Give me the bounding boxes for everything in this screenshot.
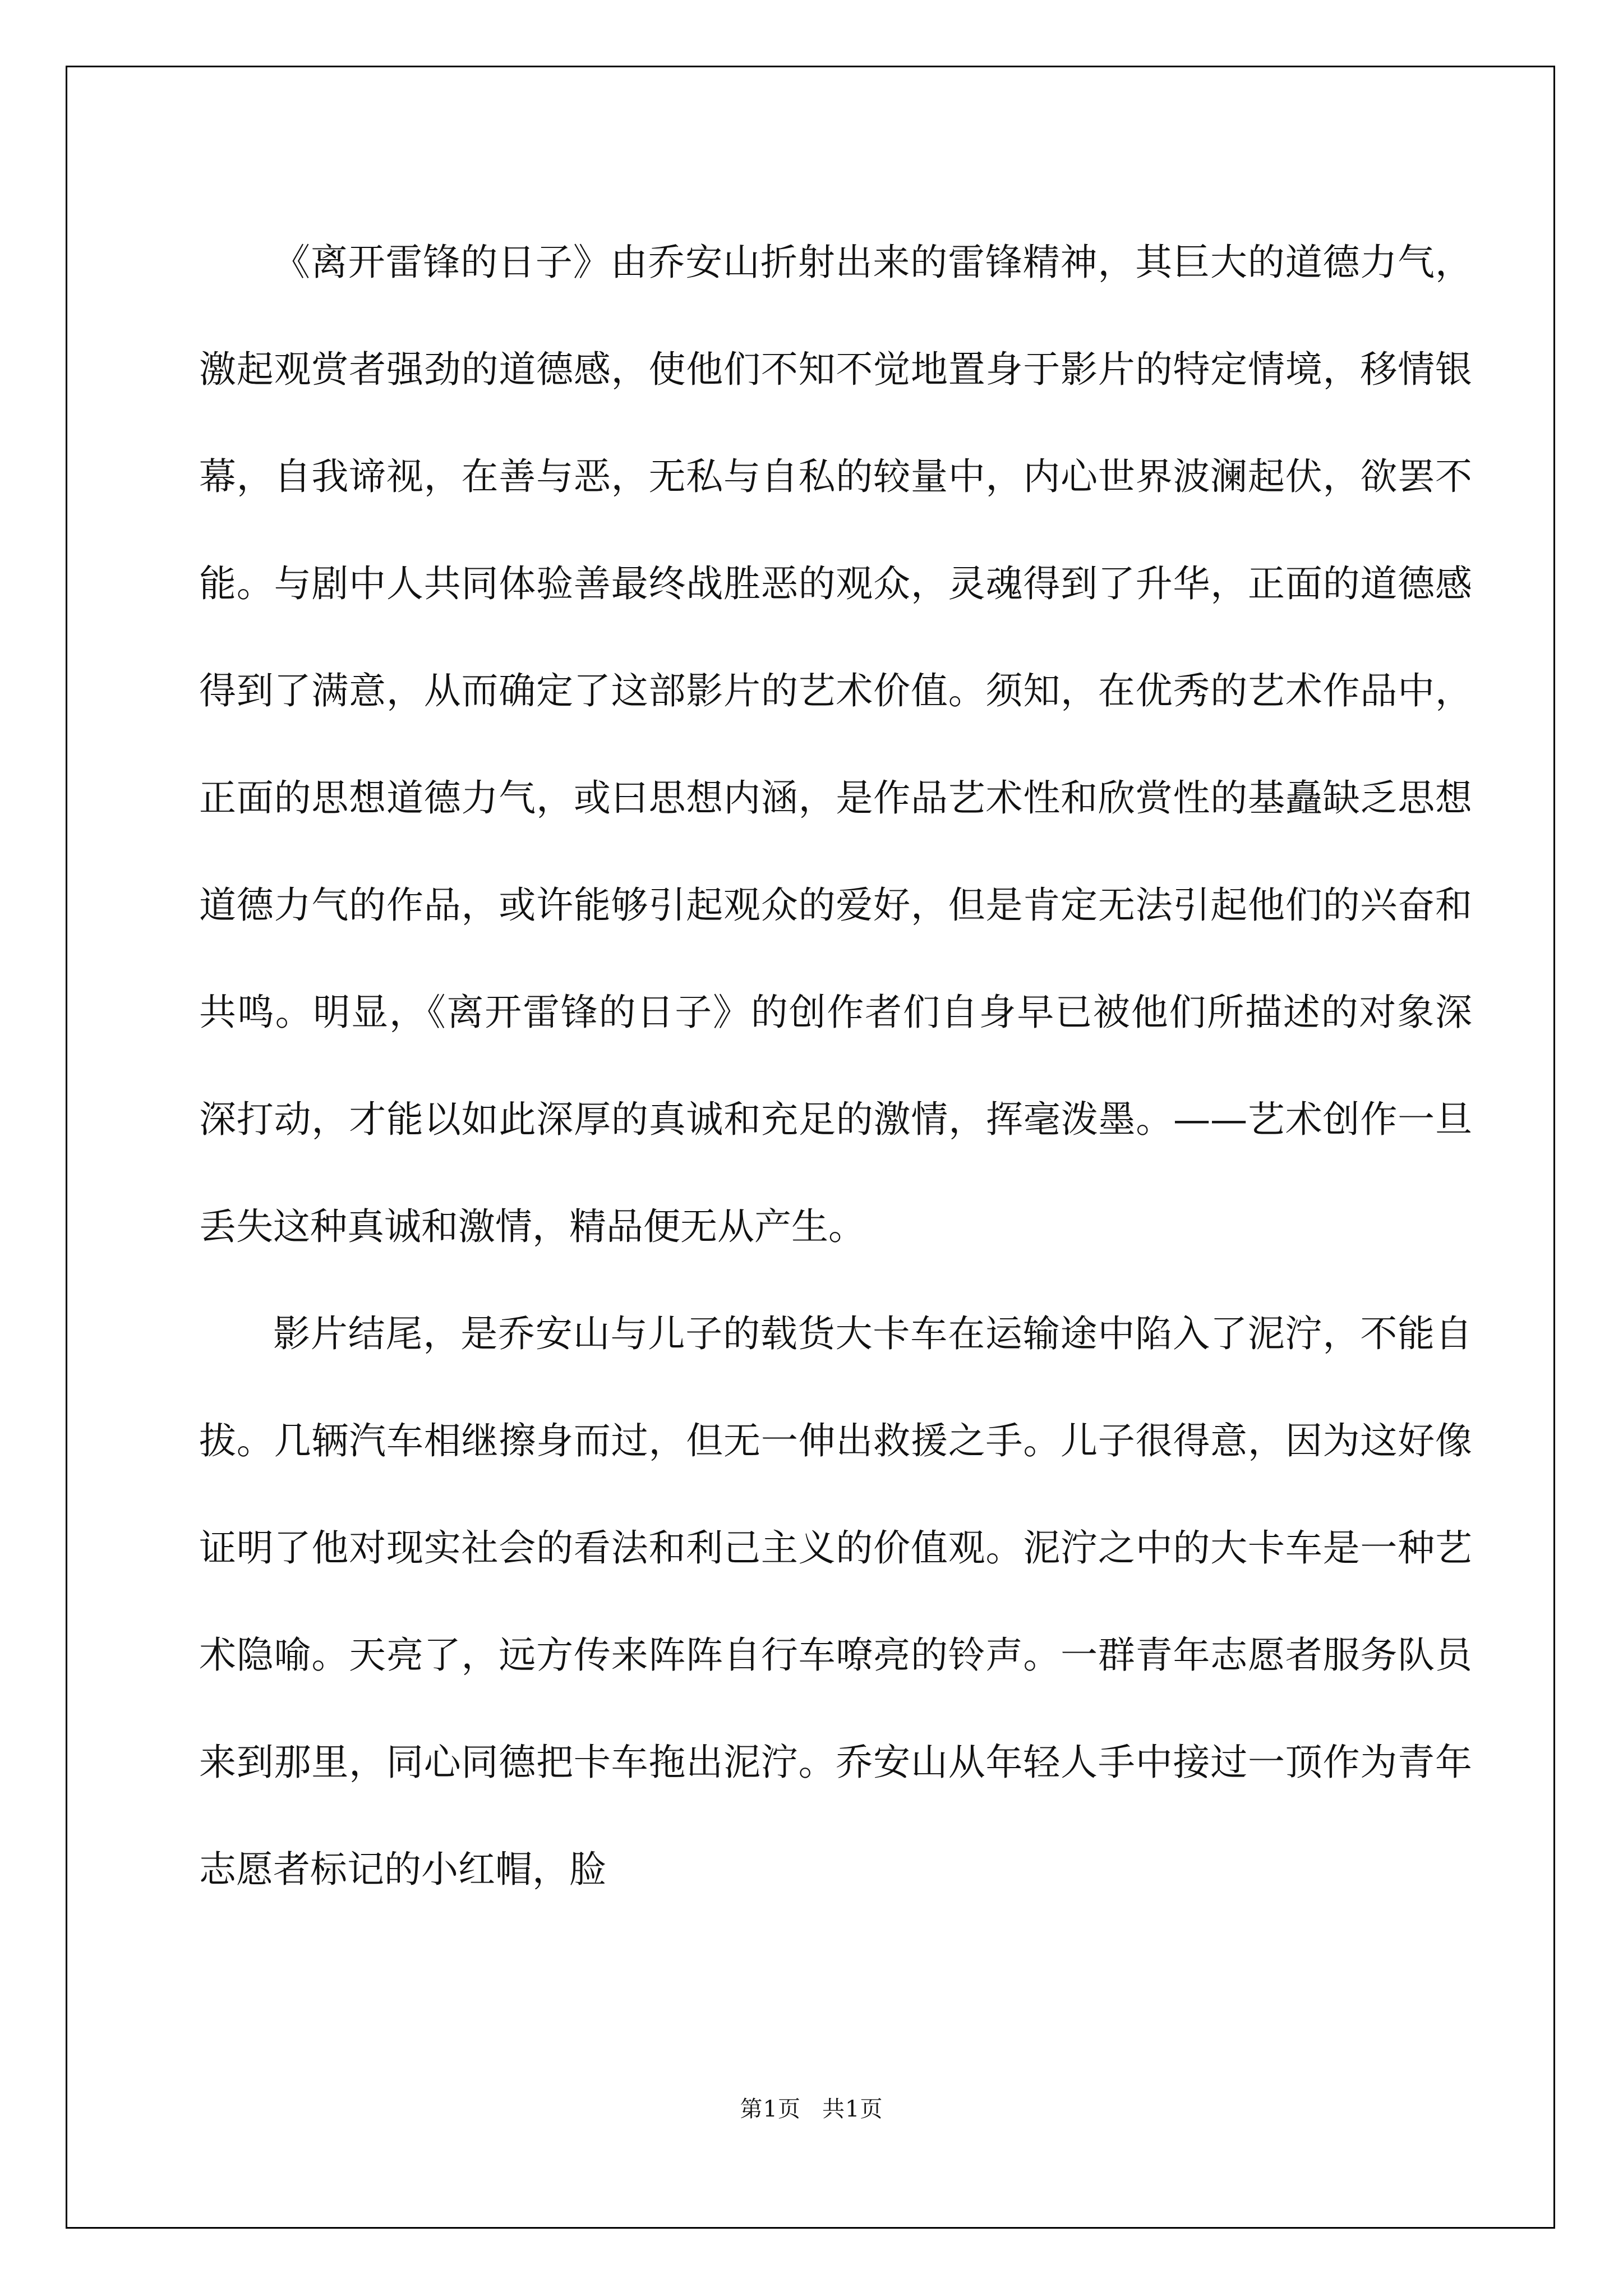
page-footer xyxy=(0,2091,1623,2123)
page-number: 第1页 xyxy=(740,2096,801,2122)
page-total: 共1页 xyxy=(822,2096,883,2122)
paragraph-1: 《离开雷锋的日子》由乔安山折射出来的雷锋精神，其巨大的道德力气，激起观赏者强劲的道德感，使他们不知不觉地置身于影片的特定情境，移情银幕，自我谛视，在善与恶，无私与自私的较量中，内心世界波澜起伏，欲罢不能。与剧中人共同体验善最终战胜恶的观众，灵魂得到了升华，正面的道德感得到了满意，从而确定了这部影片的艺术价值。须知，在优秀的艺术作品中，正面的思想道德力气，或曰思想内涵，是作品艺术性和欣赏性的基矗缺乏思想道德力气的作品，或许能够引起观众的爱好，但是肯定无法引起他们的兴奋和共鸣。明显，《离开雷锋的日子》的创作者们自身早已被他们所描述的对象深深打动，才能以如此深厚的真诚和充足的激情，挥毫泼墨。——艺术创作一旦丢失这种真诚和激情，精品便无从产生。 xyxy=(199,241,1472,1248)
paragraph-2: 影片结尾，是乔安山与儿子的载货大卡车在运输途中陷入了泥泞，不能自拔。几辆汽车相继擦身而过，但无一伸出救援之手。儿子很得意，因为这好像证明了他对现实社会的看法和利己主义的价值观。泥泞之中的大卡车是一种艺术隐喻。天亮了，远方传来阵阵自行车嘹亮的铃声。一群青年志愿者服务队员来到那里，同心同德把卡车拖出泥泞。乔安山从年轻人手中接过一顶作为青年志愿者标记的小红帽，脸 xyxy=(199,1312,1472,1891)
document-body xyxy=(199,209,1472,1923)
